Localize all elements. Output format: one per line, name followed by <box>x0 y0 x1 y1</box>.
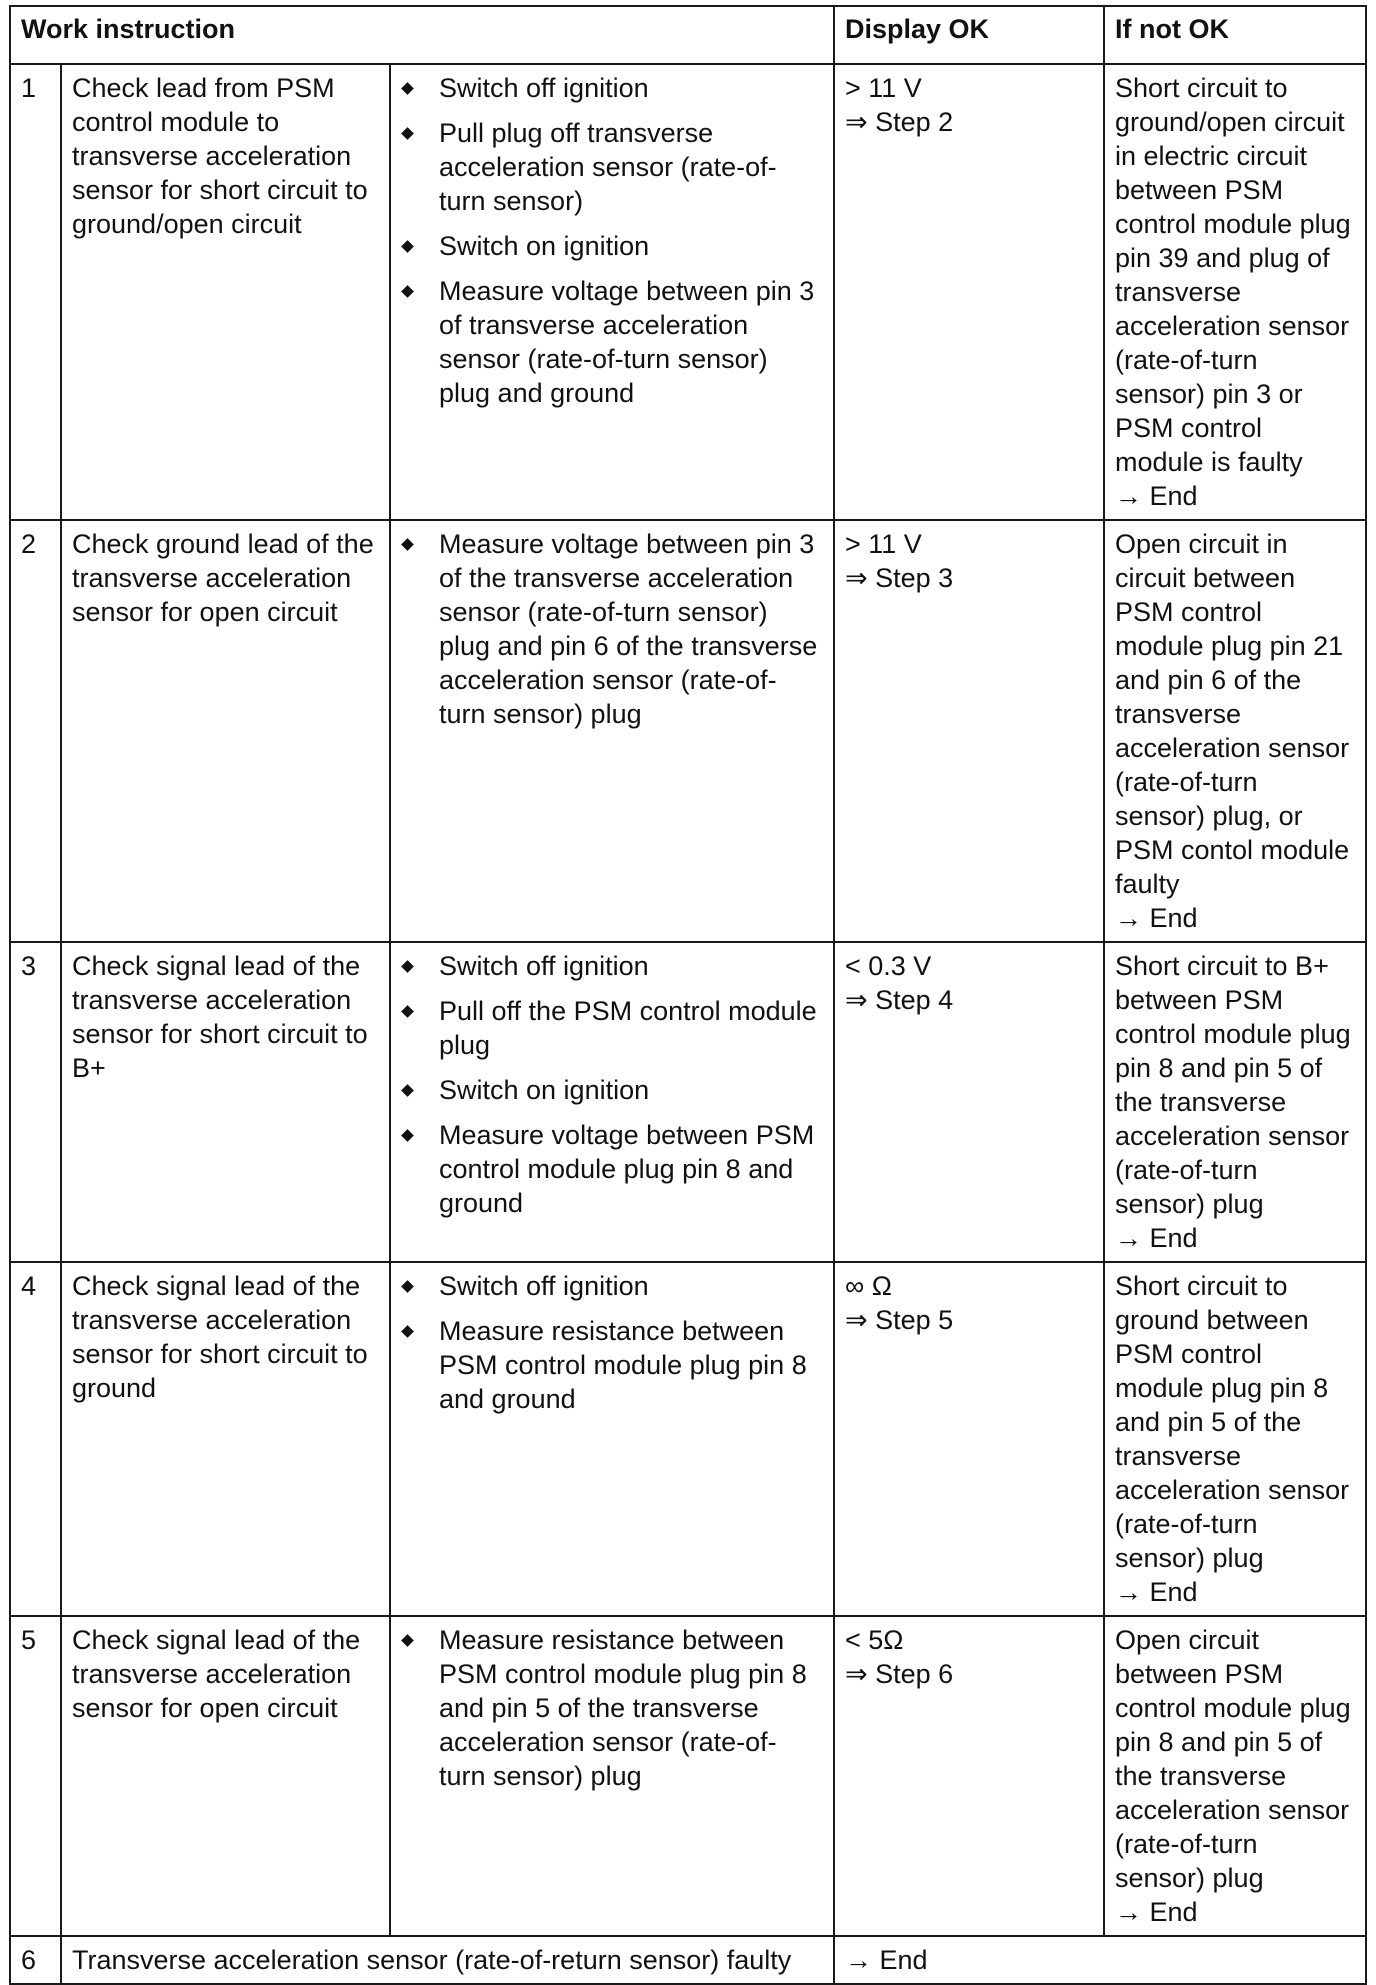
action-text: Switch off ignition <box>439 1271 649 1301</box>
display-value: < 0.3 V <box>845 951 932 981</box>
next-step: ⇒ Step 2 <box>845 107 954 137</box>
step-number: 4 <box>10 1262 61 1616</box>
list-item <box>401 1269 823 1303</box>
work-instruction-document <box>9 5 1367 1985</box>
end-marker: → End <box>1115 1223 1198 1253</box>
if-not-ok-cell <box>1104 520 1366 942</box>
bullet-icon <box>401 960 414 973</box>
list-item <box>401 71 823 105</box>
list-item <box>401 1118 823 1220</box>
step-number: 6 <box>10 1936 61 1984</box>
check-description: Check ground lead of the transverse acceleration sensor for open circuit <box>61 520 390 942</box>
bullet-icon <box>401 538 414 551</box>
action-text: Switch off ignition <box>439 73 649 103</box>
action-text: Pull plug off transverse acceleration sensor (rate-of-turn sensor) <box>439 118 777 216</box>
check-description: Check lead from PSM control module to transverse acceleration sensor for short circuit to ground/open circuit <box>61 64 390 520</box>
table-row <box>10 520 1366 942</box>
action-text: Measure voltage between pin 3 of the transverse acceleration sensor (rate-of-turn sensor) plug and pin 6 of the transverse acceleration sensor (rate-of-turn sensor) plug <box>439 529 818 729</box>
next-step: ⇒ Step 4 <box>845 985 954 1015</box>
bullet-icon <box>401 127 414 140</box>
display-value: > 11 V <box>845 73 922 103</box>
table-row <box>10 942 1366 1262</box>
bullet-icon <box>401 82 414 95</box>
bullet-icon <box>401 285 414 298</box>
bullet-icon <box>401 240 414 253</box>
action-list <box>401 1623 823 1793</box>
end-marker: → End <box>1115 1897 1198 1927</box>
final-result: → End <box>834 1936 1366 1984</box>
bullet-icon <box>401 1129 414 1142</box>
list-item <box>401 229 823 263</box>
if-not-ok-cell <box>1104 942 1366 1262</box>
list-item <box>401 527 823 731</box>
action-list <box>401 949 823 1220</box>
check-description: Check signal lead of the transverse acceleration sensor for open circuit <box>61 1616 390 1936</box>
action-list <box>401 71 823 410</box>
check-description: Check signal lead of the transverse acceleration sensor for short circuit to B+ <box>61 942 390 1262</box>
end-marker: → End <box>1115 481 1198 511</box>
fault-description: Short circuit to B+ between PSM control module plug pin 8 and pin 5 of the transverse acceleration sensor (rate-of-turn sensor) plug <box>1115 951 1351 1219</box>
table-row <box>10 64 1366 520</box>
next-step: ⇒ Step 3 <box>845 563 954 593</box>
list-item <box>401 994 823 1062</box>
step-number: 5 <box>10 1616 61 1936</box>
action-cell <box>390 64 834 520</box>
header-display-ok: Display OK <box>834 6 1104 64</box>
display-ok-cell <box>834 942 1104 1262</box>
end-marker: → End <box>1115 903 1198 933</box>
list-item <box>401 274 823 410</box>
action-text: Measure resistance between PSM control module plug pin 8 and pin 5 of the transverse acceleration sensor (rate-of-turn sensor) plug <box>439 1625 807 1791</box>
table-header-row <box>10 6 1366 64</box>
display-ok-cell <box>834 1262 1104 1616</box>
action-text: Measure voltage between PSM control module plug pin 8 and ground <box>439 1120 815 1218</box>
bullet-icon <box>401 1084 414 1097</box>
display-ok-cell <box>834 520 1104 942</box>
action-cell <box>390 942 834 1262</box>
list-item <box>401 949 823 983</box>
header-work-instruction: Work instruction <box>10 6 834 64</box>
table-row <box>10 1262 1366 1616</box>
bullet-icon <box>401 1005 414 1018</box>
if-not-ok-cell <box>1104 1616 1366 1936</box>
action-cell <box>390 1262 834 1616</box>
table-row-final <box>10 1936 1366 1984</box>
action-text: Switch on ignition <box>439 231 650 261</box>
fault-description: Short circuit to ground/open circuit in electric circuit between PSM control module plug pin 39 and plug of transverse acceleration sensor (rate-of-turn sensor) pin 3 or PSM control module is faulty <box>1115 73 1351 477</box>
fault-description: Short circuit to ground between PSM control module plug pin 8 and pin 5 of the transverse acceleration sensor (rate-of-turn sensor) plug <box>1115 1271 1350 1573</box>
work-instruction-table <box>9 5 1367 1985</box>
fault-description: Open circuit in circuit between PSM control module plug pin 21 and pin 6 of the transverse acceleration sensor (rate-of-turn sensor) plug, or PSM contol module faulty <box>1115 529 1350 899</box>
action-list <box>401 527 823 731</box>
action-text: Pull off the PSM control module plug <box>439 996 817 1060</box>
bullet-icon <box>401 1325 414 1338</box>
display-ok-cell <box>834 64 1104 520</box>
end-marker: → End <box>1115 1577 1198 1607</box>
if-not-ok-cell <box>1104 64 1366 520</box>
list-item <box>401 1623 823 1793</box>
bullet-icon <box>401 1280 414 1293</box>
action-text: Measure voltage between pin 3 of transverse acceleration sensor (rate-of-turn sensor) plug and ground <box>439 276 815 408</box>
action-text: Switch on ignition <box>439 1075 650 1105</box>
action-list <box>401 1269 823 1416</box>
final-description: Transverse acceleration sensor (rate-of-return sensor) faulty <box>61 1936 834 1984</box>
step-number: 1 <box>10 64 61 520</box>
table-row <box>10 1616 1366 1936</box>
action-text: Switch off ignition <box>439 951 649 981</box>
next-step: ⇒ Step 5 <box>845 1305 954 1335</box>
list-item <box>401 116 823 218</box>
fault-description: Open circuit between PSM control module plug pin 8 and pin 5 of the transverse acceleration sensor (rate-of-turn sensor) plug <box>1115 1625 1351 1893</box>
list-item <box>401 1314 823 1416</box>
bullet-icon <box>401 1634 414 1647</box>
action-cell <box>390 1616 834 1936</box>
check-description: Check signal lead of the transverse acceleration sensor for short circuit to ground <box>61 1262 390 1616</box>
action-text: Measure resistance between PSM control module plug pin 8 and ground <box>439 1316 807 1414</box>
display-value: ∞ Ω <box>845 1271 892 1301</box>
display-ok-cell <box>834 1616 1104 1936</box>
display-value: < 5Ω <box>845 1625 904 1655</box>
display-value: > 11 V <box>845 529 922 559</box>
action-cell <box>390 520 834 942</box>
list-item <box>401 1073 823 1107</box>
if-not-ok-cell <box>1104 1262 1366 1616</box>
step-number: 3 <box>10 942 61 1262</box>
header-if-not-ok: If not OK <box>1104 6 1366 64</box>
next-step: ⇒ Step 6 <box>845 1659 954 1689</box>
step-number: 2 <box>10 520 61 942</box>
